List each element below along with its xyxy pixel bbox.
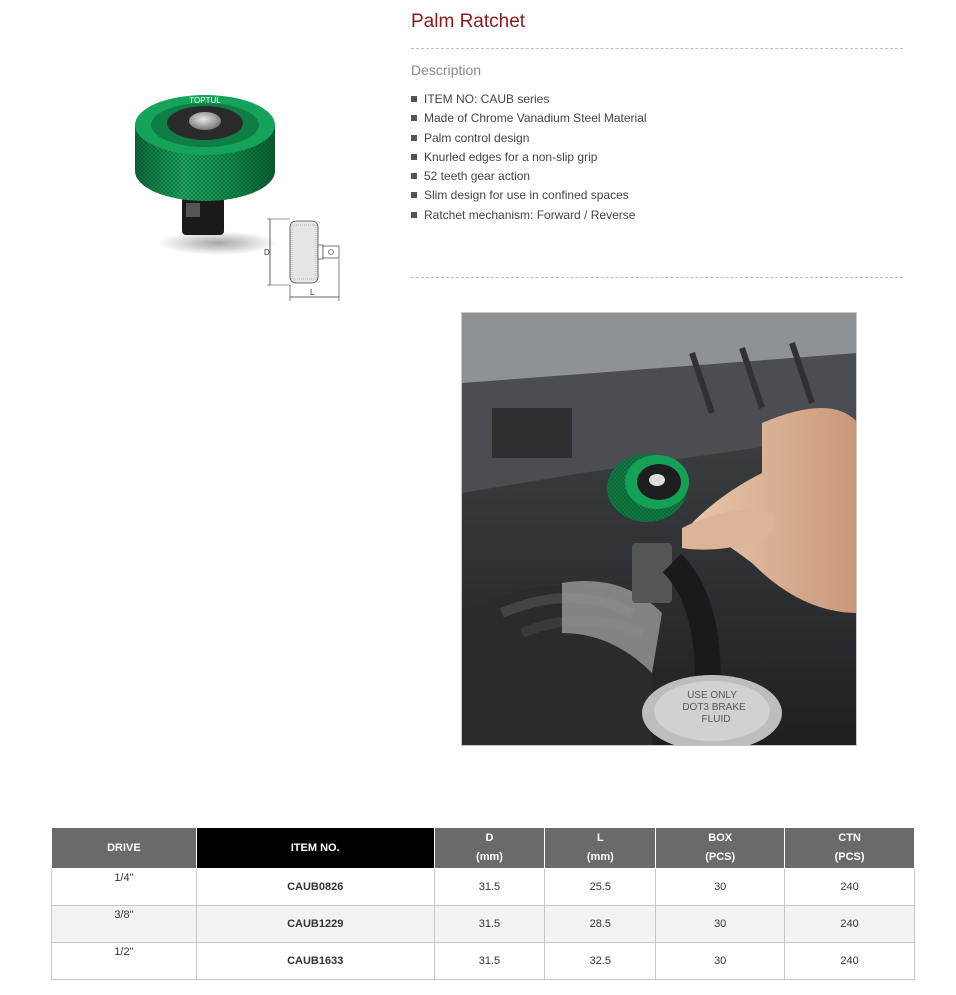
cell-d: 31.5 [434, 943, 545, 980]
feature-list [411, 90, 647, 225]
divider [411, 277, 903, 278]
bullet-square-icon [411, 212, 417, 218]
feature-text: ITEM NO: CAUB series [424, 92, 550, 106]
spec-table [51, 827, 915, 980]
cell-l: 28.5 [545, 906, 656, 943]
cap-text-line-2: DOT3 BRAKE [682, 702, 746, 713]
bullet-square-icon [411, 96, 417, 102]
cell-d: 31.5 [434, 869, 545, 906]
cell-drive: 1/2" [52, 943, 197, 980]
cap-text-line-3: FLUID [701, 714, 731, 725]
cell-box: 30 [656, 943, 785, 980]
cell-ctn: 240 [785, 906, 915, 943]
product-title: Palm Ratchet [411, 11, 526, 32]
cell-d: 31.5 [434, 906, 545, 943]
feature-item [411, 90, 647, 109]
feature-text: 52 teeth gear action [424, 169, 531, 184]
divider [411, 48, 903, 49]
bullet-square-icon [411, 154, 417, 160]
feature-text: Knurled edges for a non-slip grip [424, 149, 598, 164]
header-box: BOX (PCS) [656, 828, 785, 869]
feature-item [411, 109, 647, 128]
cell-drive: 3/8" [52, 906, 197, 943]
dimension-l-label: L [310, 288, 315, 297]
cell-l: 25.5 [545, 869, 656, 906]
feature-item [411, 167, 647, 186]
cell-item-no: CAUB1229 [196, 906, 434, 943]
feature-text: Ratchet mechanism: Forward / Reverse [424, 207, 636, 222]
description-heading: Description [411, 62, 482, 78]
feature-item [411, 186, 647, 205]
feature-item [411, 129, 647, 148]
bullet-square-icon [411, 115, 417, 121]
dimension-d-label: D [264, 248, 270, 257]
cell-box: 30 [656, 869, 785, 906]
header-d: D (mm) [434, 828, 545, 869]
feature-item [411, 206, 647, 225]
bullet-square-icon [411, 135, 417, 141]
header-ctn: CTN (PCS) [785, 828, 915, 869]
table-row [52, 943, 915, 980]
bullet-square-icon [411, 192, 417, 198]
cell-ctn: 240 [785, 869, 915, 906]
usage-photo [461, 312, 857, 746]
table-row [52, 869, 915, 906]
table-row [52, 906, 915, 943]
feature-text: Slim design for use in confined spaces [424, 188, 629, 203]
table-header-row [52, 828, 915, 869]
cell-item-no: CAUB0826 [196, 869, 434, 906]
header-item-no: ITEM NO. [196, 828, 434, 869]
cell-drive: 1/4" [52, 869, 197, 906]
cap-text-line-1: USE ONLY [687, 690, 737, 701]
feature-text: Palm control design [424, 130, 530, 145]
feature-item [411, 148, 647, 167]
dimension-drawing [262, 215, 344, 305]
brand-mark: TOPTUL [189, 96, 221, 105]
bullet-square-icon [411, 173, 417, 179]
feature-text: Made of Chrome Vanadium Steel Material [424, 111, 647, 126]
cell-l: 32.5 [545, 943, 656, 980]
header-drive: DRIVE [52, 828, 197, 869]
cell-ctn: 240 [785, 943, 915, 980]
cell-box: 30 [656, 906, 785, 943]
cell-item-no: CAUB1633 [196, 943, 434, 980]
header-l: L (mm) [545, 828, 656, 869]
